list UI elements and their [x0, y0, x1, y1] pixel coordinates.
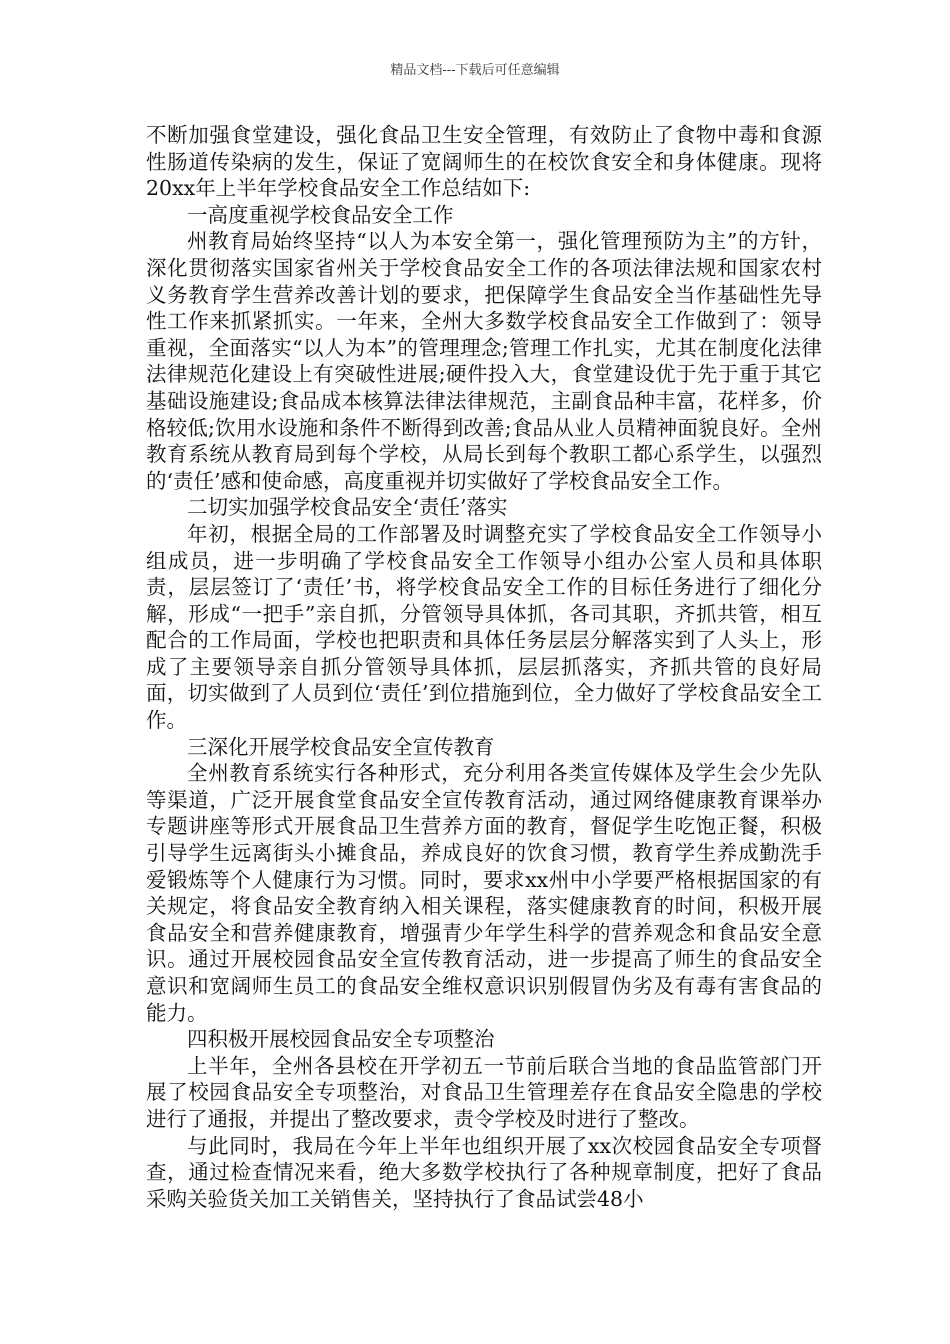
paragraph-intro: 不断加强食堂建设，强化食品卫生安全管理，有效防止了食物中毒和食源性肠道传染病的发生，保证了宽阔师生的在校饮食安全和身体健康。现将20xx年上半年学校食品安全工作总结如下:	[146, 123, 822, 201]
section-heading-1: 一高度重视学校食品安全工作	[187, 202, 454, 227]
section-heading-4: 四积极开展校园食品安全专项整治	[187, 1027, 495, 1052]
paragraph-section-1: 州教育局始终坚持“以人为本安全第一，强化管理预防为主”的方针，深化贯彻落实国家省州关于学校食品安全工作的各项法律法规和国家农村义务教育学生营养改善计划的要求，把保障学生食品安全当作基础性先导性工作来抓紧抓实。一年来，全州大多数学校食品安全工作做到了：领导重视，全面落实“以人为本”的管理理念;管理工作扎实，尤其在制度化法律法律规范化建设上有突破性进展;硬件投入大，食堂建设优于先于重于其它基础设施建设;食品成本核算法律法律规范，主副食品种丰富，花样多，价格较低;饮用水设施和条件不断得到改善;食品从业人员精神面貌良好。全州教育系统从教育局到每个学校，从局长到每个教职工都心系学生，以强烈的‘责任’感和使命感，高度重视并切实做好了学校食品安全工作。	[146, 229, 822, 493]
paragraph-section-4: 上半年，全州各县校在开学初五一节前后联合当地的食品监管部门开展了校园食品安全专项整治，对食品卫生管理差存在食品安全隐患的学校进行了通报，并提出了整改要求，责令学校及时进行了整改。	[146, 1053, 822, 1131]
paragraph-section-2: 年初，根据全局的工作部署及时调整充实了学校食品安全工作领导小组成员，进一步明确了学校食品安全工作领导小组办公室人员和具体职责，层层签订了‘责任’书，将学校食品安全工作的目标任务进行了细化分解，形成“一把手”亲自抓，分管领导具体抓，各司其职，齐抓共管，相互配合的工作局面，学校也把职责和具体任务层层分解落实到了人头上，形成了主要领导亲自抓分管领导具体抓，层层抓落实，齐抓共管的良好局面，切实做到了人员到位‘责任’到位措施到位，全力做好了学校食品安全工作。	[146, 521, 822, 733]
section-heading-3: 三深化开展学校食品安全宣传教育	[187, 734, 495, 759]
paragraph-section-4-cont: 与此同时，我局在今年上半年也组织开展了xx次校园食品安全专项督查，通过检查情况来看，绝大多数学校执行了各种规章制度，把好了食品采购关验货关加工关销售关，坚持执行了食品试尝48小	[146, 1133, 822, 1211]
page-header: 精品文档---下载后可任意编辑	[390, 63, 560, 78]
paragraph-section-3: 全州教育系统实行各种形式，充分利用各类宣传媒体及学生会少先队等渠道，广泛开展食堂食品安全宣传教育活动，通过网络健康教育课举办专题讲座等形式开展食品卫生营养方面的教育，督促学生吃饱正餐，积极引导学生远离街头小摊食品，养成良好的饮食习惯，教育学生养成勤洗手爱锻炼等个人健康行为习惯。同时，要求xx州中小学要严格根据国家的有关规定，将食品安全教育纳入相关课程，落实健康教育的时间，积极开展食品安全和营养健康教育，增强青少年学生科学的营养观念和食品安全意识。通过开展校园食品安全宣传教育活动，进一步提高了师生的食品安全意识和宽阔师生员工的食品安全维权意识识别假冒伪劣及有毒有害食品的能力。	[146, 761, 822, 1025]
document-body	[146, 122, 822, 1212]
section-heading-2: 二切实加强学校食品安全‘责任’落实	[187, 495, 508, 520]
